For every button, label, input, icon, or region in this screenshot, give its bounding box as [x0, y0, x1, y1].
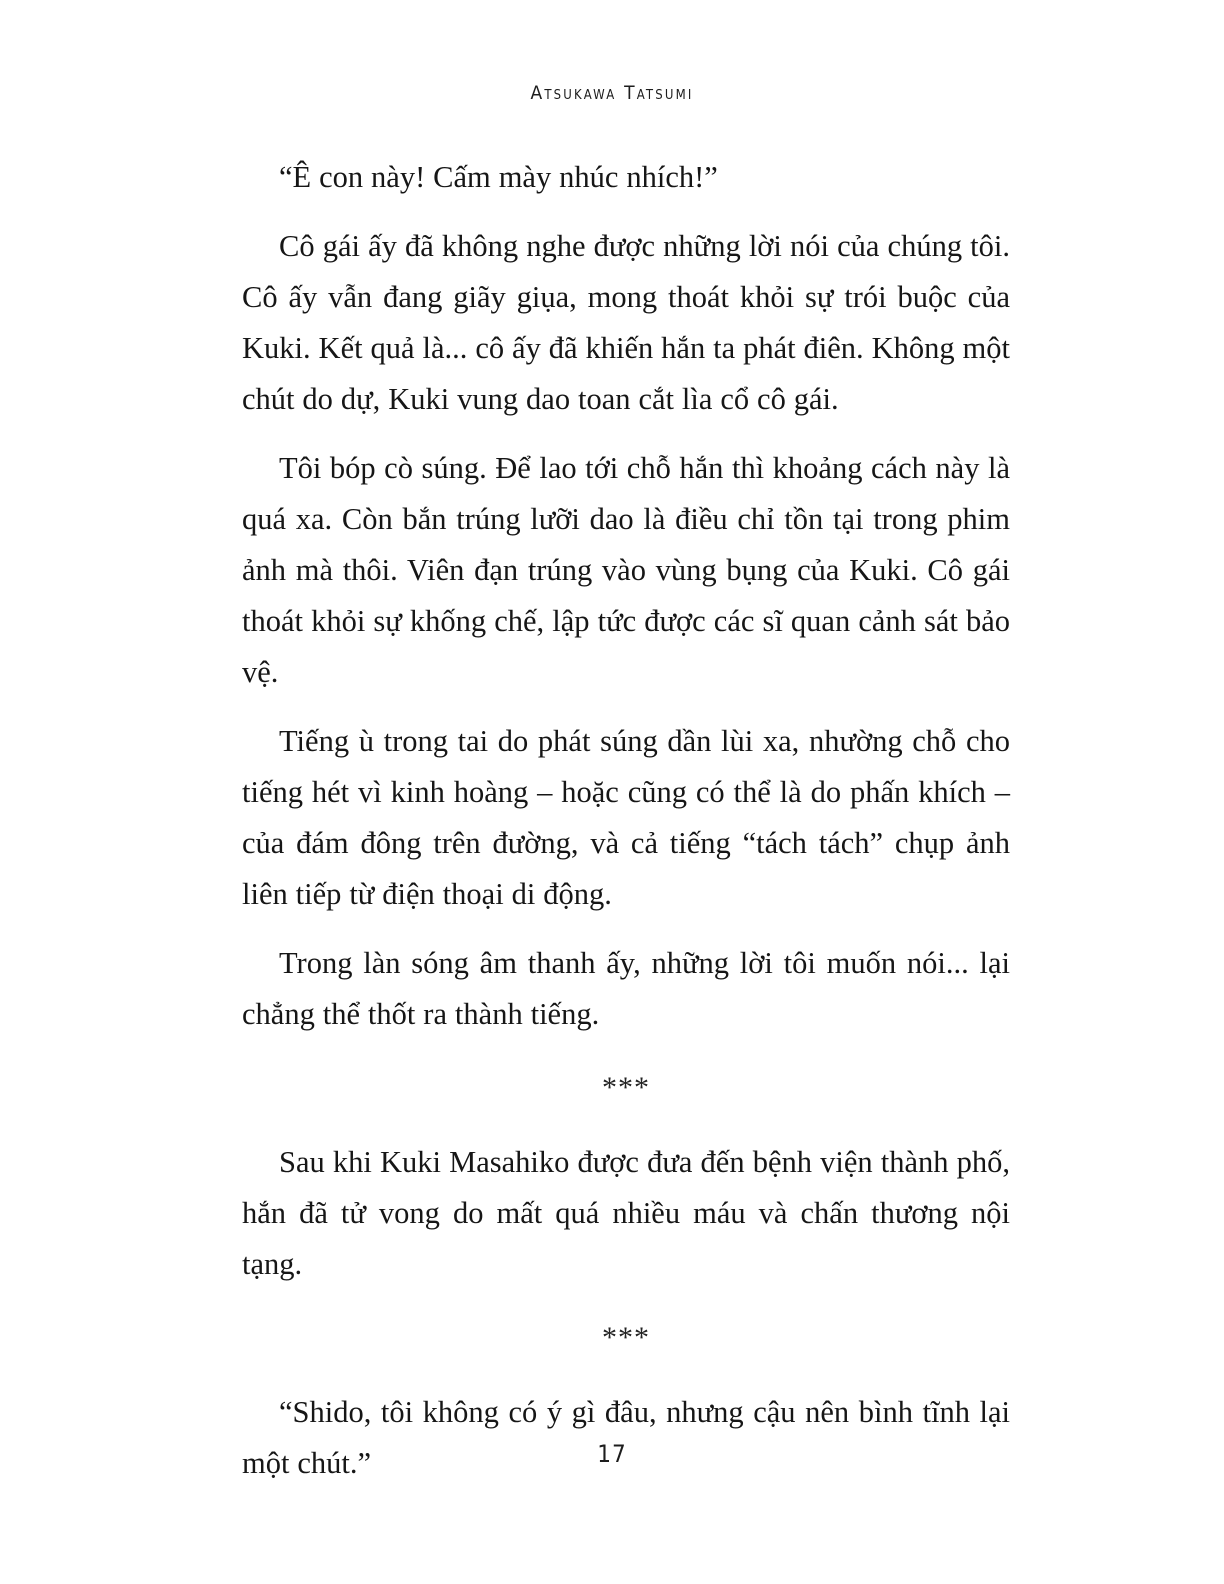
paragraph-4: Tiếng ù trong tai do phát súng dần lùi xa, nhường chỗ cho tiếng hét vì kinh hoàng – hoặc cũng có thể là do phấn khích – của đám đông trên đường, và cả tiếng “tách tách” chụp ảnh liên tiếp từ điện thoại di động.: [242, 724, 1010, 911]
paragraph-dialogue-7: “Shido, tôi không có ý gì đâu, nhưng cậu nên bình tĩnh lại một chút.”: [242, 1395, 1010, 1480]
running-head: Atsukawa Tatsumi: [530, 82, 694, 104]
scene-break-1: ***: [602, 1071, 650, 1104]
paragraph-2: Cô gái ấy đã không nghe được những lời nói của chúng tôi. Cô ấy vẫn đang giãy giụa, mong thoát khỏi sự trói buộc của Kuki. Kết quả là... cô ấy đã khiến hắn ta phát điên. Không một chút do dự, Kuki vung dao toan cắt lìa cổ cô gái.: [242, 229, 1010, 416]
paragraph-5: Trong làn sóng âm thanh ấy, những lời tôi muốn nói... lại chẳng thể thốt ra thành tiếng.: [242, 946, 1010, 1031]
paragraph-3: Tôi bóp cò súng. Để lao tới chỗ hắn thì khoảng cách này là quá xa. Còn bắn trúng lưỡi dao là điều chỉ tồn tại trong phim ảnh mà thôi. Viên đạn trúng vào vùng bụng của Kuki. Cô gái thoát khỏi sự khống chế, lập tức được các sĩ quan cảnh sát bảo vệ.: [242, 451, 1010, 689]
paragraph-6: Sau khi Kuki Masahiko được đưa đến bệnh viện thành phố, hắn đã tử vong do mất quá nhiều máu và chấn thương nội tạng.: [242, 1145, 1010, 1281]
scene-break-2: ***: [602, 1321, 650, 1354]
paragraph-dialogue-1: “Ê con này! Cấm mày nhúc nhích!”: [279, 160, 718, 194]
body-text-column: [242, 152, 1010, 1489]
page-number: 17: [597, 1440, 627, 1468]
